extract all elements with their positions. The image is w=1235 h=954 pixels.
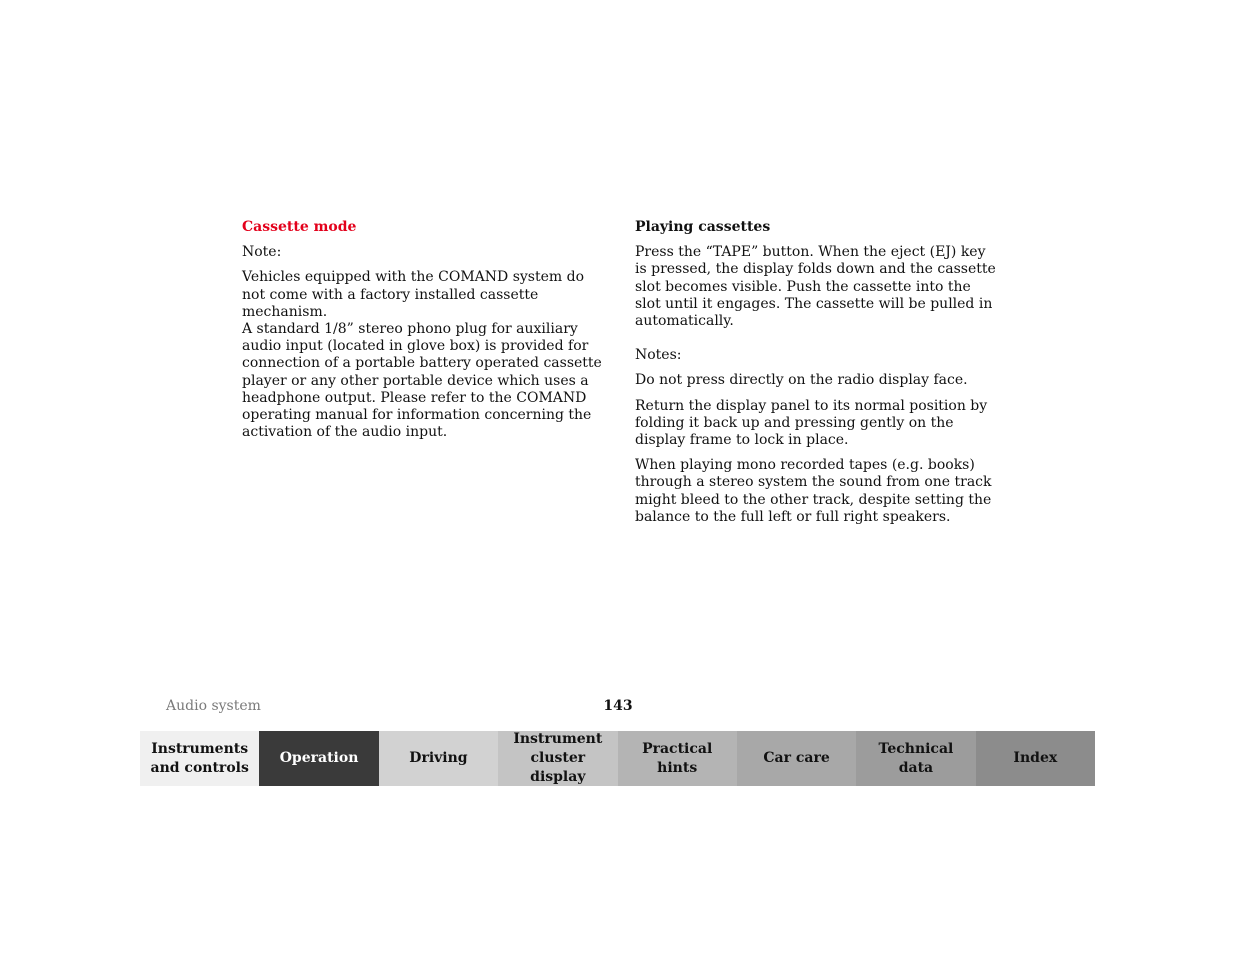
note-item: Return the display panel to its normal position by folding it back up and pressing gently on the display frame to lock in place. xyxy=(635,397,988,449)
section-title-playing-cassettes: Playing cassettes xyxy=(635,219,771,235)
nav-tab-technical-data[interactable]: Technical data xyxy=(856,731,975,786)
nav-tab-operation[interactable]: Operation xyxy=(259,731,378,786)
nav-tab-index[interactable]: Index xyxy=(976,731,1095,786)
note-item: Do not press directly on the radio display face. xyxy=(635,372,968,389)
section-title-cassette-mode: Cassette mode xyxy=(242,219,357,235)
page-number: 143 xyxy=(603,698,633,714)
chapter-navigation-bar xyxy=(140,731,1095,786)
nav-tab-driving[interactable]: Driving xyxy=(379,731,498,786)
paragraph-auxiliary-input: A standard 1/8” stereo phono plug for auxiliary audio input (located in glove box) is provided for connection of a portable battery operated cassette player or any other portable device which uses a headphone output. Please refer to the COMAND operating manual for information concerning the activation of the audio input. xyxy=(242,321,602,441)
nav-tab-car-care[interactable]: Car care xyxy=(737,731,856,786)
left-column xyxy=(242,219,602,449)
nav-tab-practical-hints[interactable]: Practical hints xyxy=(618,731,737,786)
notes-label: Notes: xyxy=(635,347,682,364)
paragraph-playing-intro: Press the “TAPE” button. When the eject (EJ) key is pressed, the display folds down and the cassette slot becomes visible. Push the cassette into the slot until it engages. The cassette will be pulled in automatically. xyxy=(635,244,996,330)
nav-tab-instruments-and-controls[interactable]: Instruments and controls xyxy=(140,731,259,786)
nav-tab-instrument-cluster-display[interactable]: Instrument cluster display xyxy=(498,731,617,786)
right-column xyxy=(635,219,997,534)
note-item: When playing mono recorded tapes (e.g. books) through a stereo system the sound from one track might bleed to the other track, despite setting the balance to the full left or full right speakers. xyxy=(635,457,992,525)
paragraph-no-cassette-mechanism: Vehicles equipped with the COMAND system do not come with a factory installed cassette mechanism. xyxy=(242,269,585,320)
footer-section-label: Audio system xyxy=(166,698,261,714)
note-label: Note: xyxy=(242,244,282,261)
